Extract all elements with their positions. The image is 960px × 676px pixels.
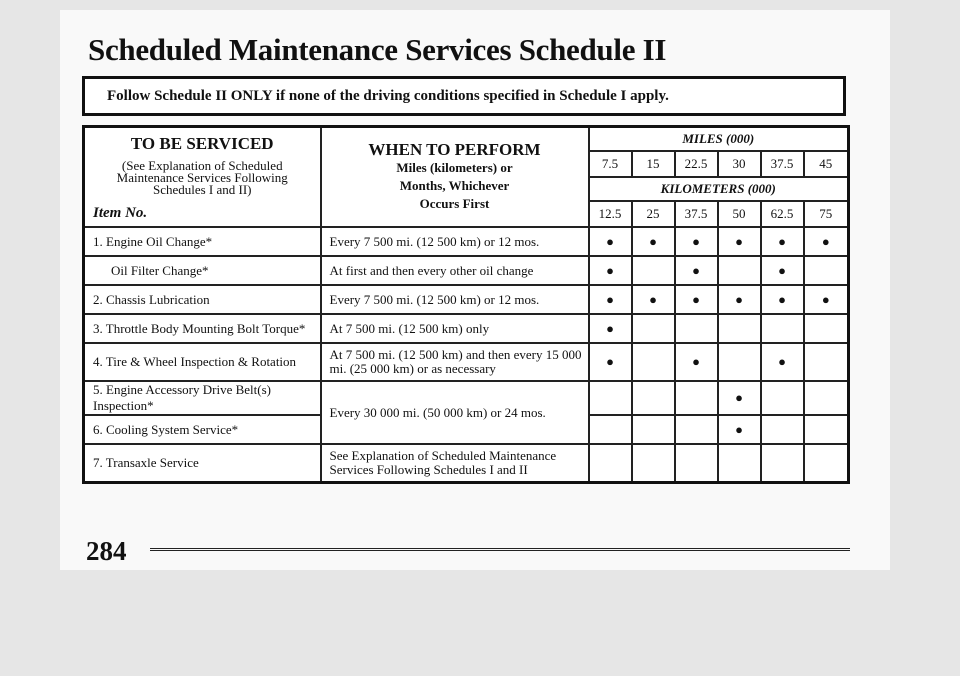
service-dot: ●	[606, 291, 614, 307]
service-dot: ●	[606, 320, 614, 336]
interval-cell	[804, 227, 849, 256]
service-dot: ●	[606, 354, 614, 369]
interval-cell	[632, 314, 675, 343]
service-dot: ●	[606, 233, 614, 249]
interval-cell	[589, 285, 632, 314]
interval-cell	[718, 381, 761, 415]
interval-cell	[804, 256, 849, 285]
interval-cell	[761, 256, 804, 285]
when-line-2: Miles (kilometers) or	[396, 160, 513, 175]
km-interval: 50	[718, 201, 761, 227]
interval-cell	[632, 256, 675, 285]
interval-cell	[632, 415, 675, 444]
when-line-4: Occurs First	[419, 196, 490, 211]
interval-cell	[632, 381, 675, 415]
interval-cell	[718, 285, 761, 314]
interval-cell	[589, 256, 632, 285]
service-dot: ●	[778, 262, 786, 278]
interval-cell	[718, 256, 761, 285]
interval-cell	[589, 227, 632, 256]
service-dot: ●	[778, 233, 786, 249]
miles-interval: 15	[632, 151, 675, 177]
to-be-serviced-title: TO BE SERVICED	[130, 134, 274, 153]
interval-cell	[761, 314, 804, 343]
service-name: 1. Engine Oil Change*	[84, 227, 321, 256]
when-to-perform: Every 7 500 mi. (12 500 km) or 12 mos.	[321, 285, 589, 314]
to-be-serviced-header	[84, 127, 321, 228]
interval-cell	[675, 314, 718, 343]
miles-interval: 37.5	[761, 151, 804, 177]
page-title: Scheduled Maintenance Services Schedule II	[88, 32, 667, 67]
service-dot: ●	[606, 262, 614, 278]
interval-cell	[804, 285, 849, 314]
km-interval: 12.5	[589, 201, 632, 227]
interval-cell	[632, 444, 675, 483]
interval-cell	[632, 227, 675, 256]
interval-cell	[589, 444, 632, 483]
interval-cell	[718, 415, 761, 444]
km-interval: 62.5	[761, 201, 804, 227]
when-to-perform: At 7 500 mi. (12 500 km) only	[321, 314, 589, 343]
interval-cell	[589, 314, 632, 343]
miles-label: MILES (000)	[589, 127, 849, 152]
interval-cell	[804, 381, 849, 415]
interval-cell	[589, 381, 632, 415]
interval-cell	[804, 444, 849, 483]
service-dot: ●	[735, 291, 743, 307]
interval-cell	[675, 256, 718, 285]
when-to-perform: Every 30 000 mi. (50 000 km) or 24 mos.	[321, 381, 589, 444]
manual-page	[60, 10, 890, 570]
interval-cell	[761, 415, 804, 444]
km-interval: 75	[804, 201, 849, 227]
interval-cell	[632, 285, 675, 314]
interval-cell	[718, 314, 761, 343]
service-name: 2. Chassis Lubrication	[84, 285, 321, 314]
service-name: 4. Tire & Wheel Inspection & Rotation	[84, 343, 321, 381]
service-dot: ●	[735, 390, 743, 405]
page-number: 284	[86, 536, 127, 566]
service-name: 5. Engine Accessory Drive Belt(s) Inspection*	[84, 381, 321, 415]
service-dot: ●	[778, 291, 786, 307]
when-to-perform: See Explanation of Scheduled Maintenance Services Following Schedules I and II	[321, 444, 589, 483]
interval-cell	[675, 227, 718, 256]
interval-cell	[718, 227, 761, 256]
service-name: Oil Filter Change*	[84, 256, 321, 285]
when-line-3: Months, Whichever	[399, 178, 510, 193]
service-dot: ●	[735, 421, 743, 437]
interval-cell	[718, 343, 761, 381]
interval-cell	[761, 381, 804, 415]
service-dot: ●	[649, 233, 657, 249]
footer-rule	[150, 548, 850, 551]
service-row	[84, 444, 849, 483]
interval-cell	[675, 343, 718, 381]
service-dot: ●	[692, 233, 700, 249]
service-row	[84, 256, 849, 285]
service-row	[84, 314, 849, 343]
interval-cell	[632, 343, 675, 381]
interval-cell	[675, 381, 718, 415]
interval-cell	[804, 415, 849, 444]
kilometers-label: KILOMETERS (000)	[589, 177, 849, 201]
interval-cell	[675, 285, 718, 314]
service-row	[84, 343, 849, 381]
interval-cell	[675, 444, 718, 483]
interval-cell	[804, 314, 849, 343]
when-line-1: WHEN TO PERFORM	[368, 140, 541, 159]
see-explanation-note: (See Explanation of Scheduled Maintenance Services Following Schedules I and II)	[116, 158, 288, 197]
interval-cell	[589, 343, 632, 381]
miles-interval: 45	[804, 151, 849, 177]
when-to-perform: Every 7 500 mi. (12 500 km) or 12 mos.	[321, 227, 589, 256]
service-name: 6. Cooling System Service*	[84, 415, 321, 444]
schedule-notice: Follow Schedule II ONLY if none of the driving conditions specified in Schedule I apply.	[82, 76, 846, 116]
interval-cell	[675, 415, 718, 444]
service-dot: ●	[649, 291, 657, 307]
km-interval: 25	[632, 201, 675, 227]
interval-cell	[761, 227, 804, 256]
miles-interval: 30	[718, 151, 761, 177]
service-dot: ●	[735, 233, 743, 249]
interval-cell	[761, 444, 804, 483]
item-no-label: Item No.	[93, 205, 148, 221]
interval-cell	[589, 415, 632, 444]
interval-cell	[761, 285, 804, 314]
service-dot: ●	[692, 354, 700, 369]
when-to-perform: At first and then every other oil change	[321, 256, 589, 285]
interval-cell	[804, 343, 849, 381]
when-to-perform: At 7 500 mi. (12 500 km) and then every 15 000 mi. (25 000 km) or as necessary	[321, 343, 589, 381]
service-dot: ●	[778, 354, 786, 369]
service-name: 7. Transaxle Service	[84, 444, 321, 483]
miles-interval: 22.5	[675, 151, 718, 177]
service-row	[84, 285, 849, 314]
service-row	[84, 381, 849, 415]
km-interval: 37.5	[675, 201, 718, 227]
service-dot: ●	[692, 262, 700, 278]
service-dot: ●	[692, 291, 700, 307]
maintenance-schedule-table	[82, 125, 850, 484]
service-row	[84, 227, 849, 256]
service-name: 3. Throttle Body Mounting Bolt Torque*	[84, 314, 321, 343]
when-to-perform-header	[321, 127, 589, 228]
interval-cell	[761, 343, 804, 381]
service-dot: ●	[821, 233, 830, 249]
interval-cell	[718, 444, 761, 483]
service-dot: ●	[821, 291, 830, 307]
miles-interval: 7.5	[589, 151, 632, 177]
